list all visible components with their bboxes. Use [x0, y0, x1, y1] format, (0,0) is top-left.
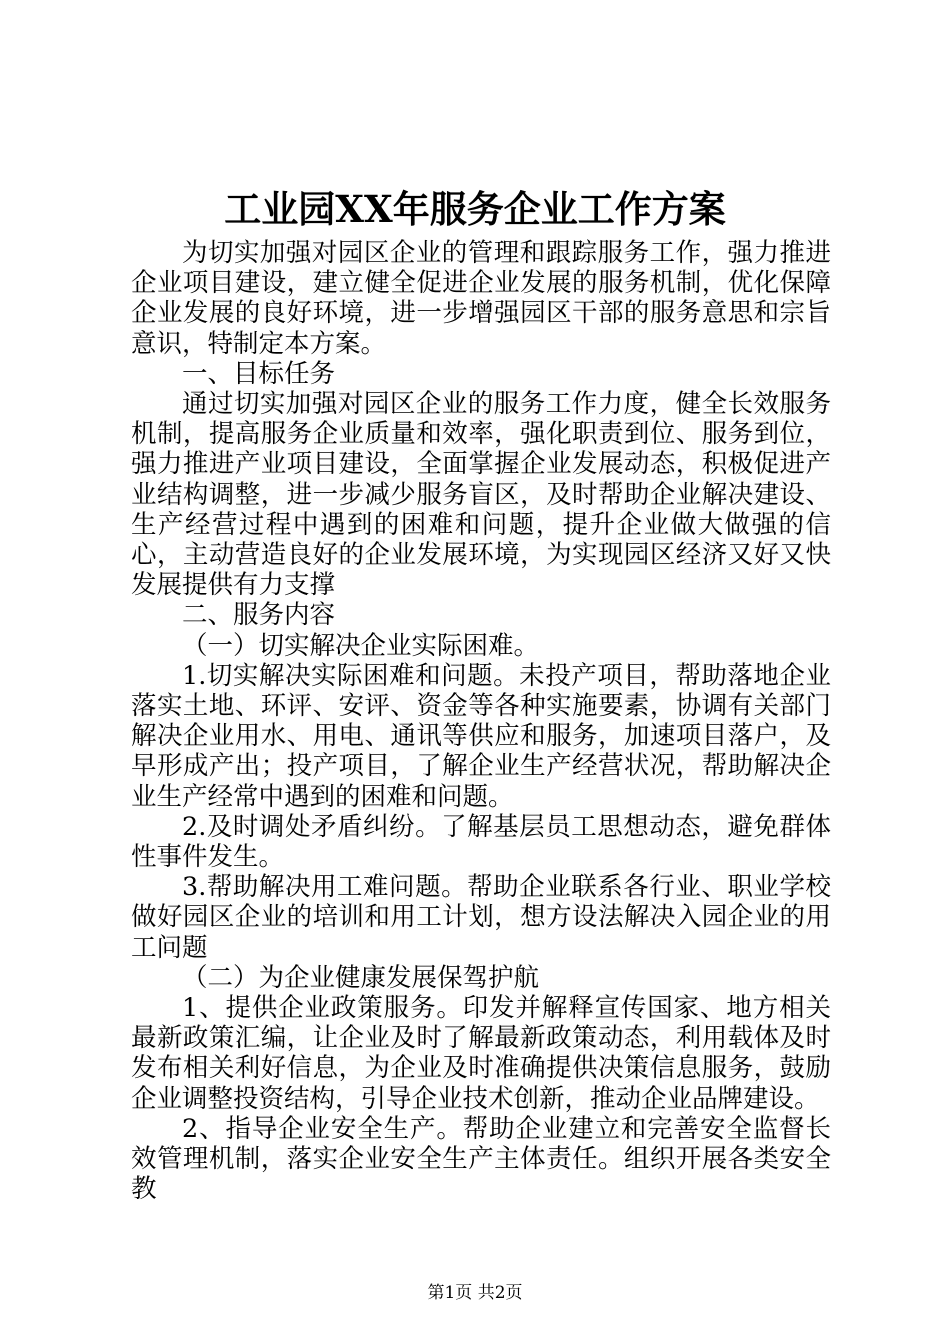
page-number: 第1页 共2页 — [427, 1283, 523, 1303]
paragraph-policy-service: 1、提供企业政策服务。印发并解释宣传国家、地方相关最新政策汇编，让企业及时了解最新政策动态，利用载体及时发布相关利好信息，为企业及时准确提供决策信息服务，鼓励企业调整投资结构，引导企业技术创新，推动企业品牌建设。 — [131, 993, 831, 1114]
subheading-solve-difficulties: （一）切实解决企业实际困难。 — [182, 630, 540, 661]
document-title: 工业园XX年服务企业工作方案 — [224, 187, 726, 231]
subheading-escort-development: （二）为企业健康发展保驾护航 — [182, 962, 540, 993]
heading-goals: 一、目标任务 — [182, 358, 336, 389]
paragraph-safety-production: 2、指导企业安全生产。帮助企业建立和完善安全监督长效管理机制，落实企业安全生产主体责任。组织开展各类安全教 — [131, 1113, 831, 1205]
paragraph-item-2: 2.及时调处矛盾纠纷。了解基层员工思想动态，避免群体性事件发生。 — [131, 811, 831, 873]
paragraph-item-3: 3.帮助解决用工难问题。帮助企业联系各行业、职业学校做好园区企业的培训和用工计划，想方设法解决入园企业的用工问题 — [131, 872, 831, 963]
document-body — [131, 238, 831, 1205]
paragraph-intro: 为切实加强对园区企业的管理和跟踪服务工作，强力推进企业项目建设，建立健全促进企业发展的服务机制，优化保障企业发展的良好环境，进一步增强园区干部的服务意思和宗旨意识，特制定本方案。 — [131, 238, 831, 359]
paragraph-item-1: 1.切实解决实际困难和问题。未投产项目，帮助落地企业落实土地、环评、安评、资金等各种实施要素，协调有关部门解决企业用水、用电、通讯等供应和服务，加速项目落户，及早形成产出；投产项目，了解企业生产经营状况，帮助解决企业生产经常中遇到的困难和问题。 — [131, 660, 831, 812]
heading-service-content: 二、服务内容 — [182, 600, 336, 631]
paragraph-goals: 通过切实加强对园区企业的服务工作力度，健全长效服务机制，提高服务企业质量和效率，强化职责到位、服务到位，强力推进产业项目建设，全面掌握企业发展动态，积极促进产业结构调整，进一步减少服务盲区，及时帮助企业解决建设、生产经营过程中遇到的困难和问题，提升企业做大做强的信心，主动营造良好的企业发展环境，为实现园区经济又好又快发展提供有力支撑 — [131, 389, 831, 601]
